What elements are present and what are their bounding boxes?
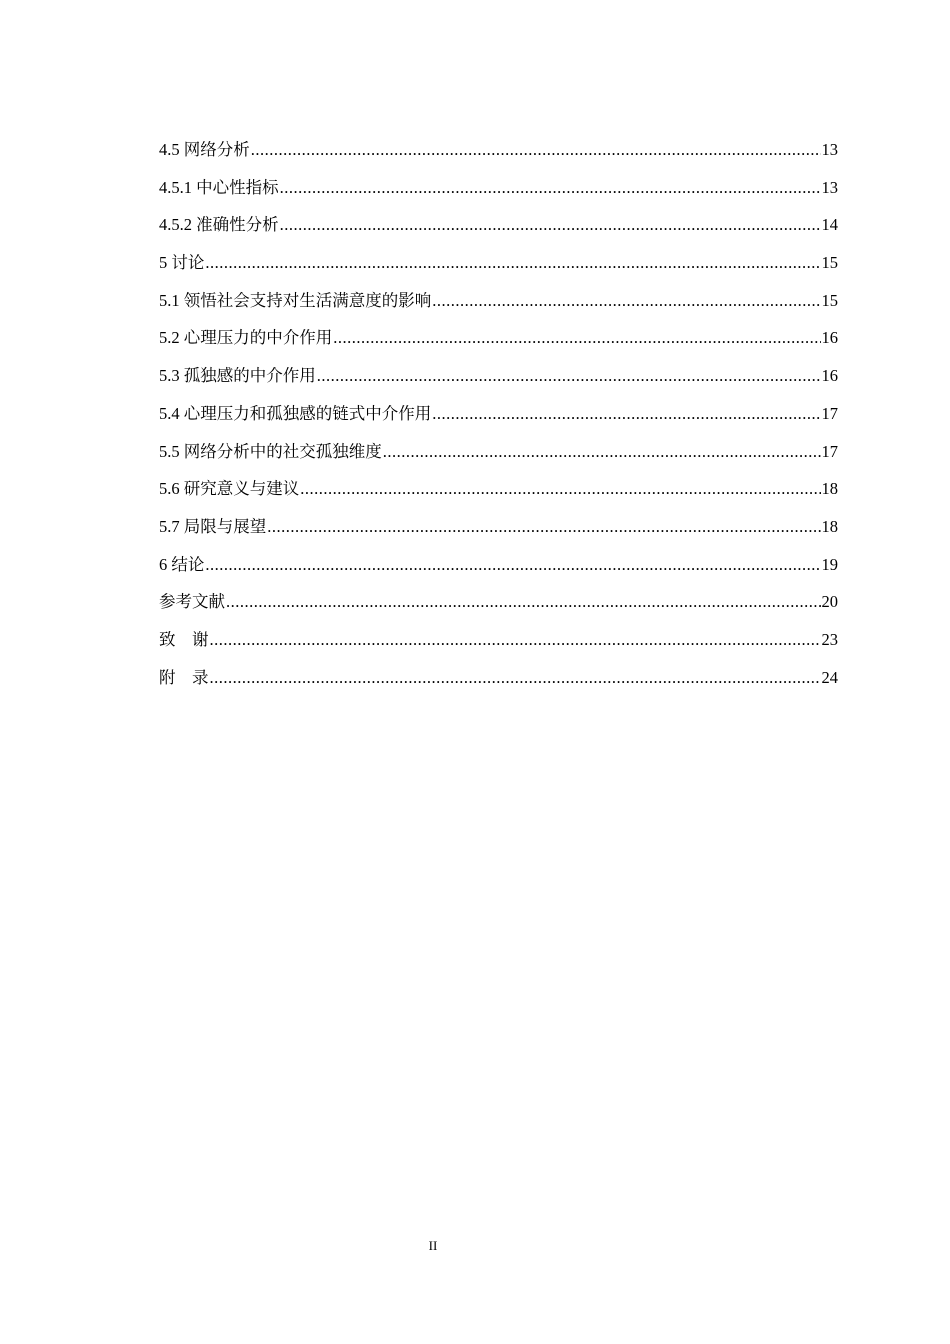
toc-entry-title: 4.5 网络分析 [159,140,250,159]
toc-entry-title: 参考文献 [159,592,225,612]
table-of-contents [159,138,838,703]
toc-entry-page: 18 [821,479,838,499]
toc-entry-title: 致 谢 [159,629,209,649]
toc-leader-dots [210,628,821,652]
toc-entry-page: 13 [821,177,838,197]
toc-entry-title: 5.7 局限与展望 [159,516,267,536]
toc-entry-title: 4.5.1 中心性指标 [159,177,279,197]
toc-entry-title: 附 录 [159,667,209,687]
toc-leader-dots [210,666,821,690]
toc-entry-page: 16 [821,366,838,386]
toc-entry[interactable] [159,666,838,704]
toc-leader-dots [432,402,820,426]
toc-entry-title: 5.5 网络分析中的社交孤独维度 [159,441,382,461]
toc-leader-dots [205,251,820,275]
toc-entry-page: 16 [821,328,838,348]
toc-entry-page: 24 [821,667,838,687]
toc-leader-dots [226,590,821,614]
toc-entry[interactable] [159,515,838,553]
toc-entry-title: 4.5.2 准确性分析 [159,215,279,235]
toc-entry[interactable] [159,553,838,591]
toc-entry-title: 5.1 领悟社会支持对生活满意度的影响 [159,290,432,310]
toc-entry-page: 15 [821,253,838,273]
toc-entry-title: 5.6 研究意义与建议 [159,479,300,499]
toc-entry-page: 13 [821,140,838,159]
toc-leader-dots [383,440,821,464]
toc-entry-page: 23 [821,629,838,649]
toc-leader-dots [300,477,820,501]
toc-entry[interactable] [159,251,838,289]
toc-entry[interactable] [159,213,838,251]
toc-entry-page: 17 [821,441,838,461]
toc-entry[interactable] [159,176,838,214]
toc-entry[interactable] [159,402,838,440]
toc-leader-dots [333,326,820,350]
toc-entry[interactable] [159,364,838,402]
footer-page-number: II [428,1238,438,1253]
toc-leader-dots [267,515,820,539]
toc-entry-page: 17 [821,403,838,423]
toc-entry-page: 15 [821,290,838,310]
toc-leader-dots [280,213,821,237]
toc-entry[interactable] [159,289,838,327]
toc-entry-title: 5 讨论 [159,253,205,273]
toc-entry[interactable] [159,628,838,666]
toc-leader-dots [432,289,820,313]
toc-entry-title: 5.4 心理压力和孤独感的链式中介作用 [159,403,432,423]
toc-leader-dots [251,138,821,162]
toc-entry-page: 18 [821,516,838,536]
toc-entry-title: 5.3 孤独感的中介作用 [159,366,316,386]
toc-leader-dots [280,176,821,200]
toc-entry-page: 14 [821,215,838,235]
toc-entry-page: 19 [821,554,838,574]
toc-entry[interactable] [159,326,838,364]
toc-leader-dots [205,553,820,577]
toc-entry-title: 5.2 心理压力的中介作用 [159,328,333,348]
toc-entry-page: 20 [821,592,838,612]
toc-entry[interactable] [159,477,838,515]
toc-entry[interactable] [159,138,838,176]
toc-entry[interactable] [159,590,838,628]
toc-entry[interactable] [159,440,838,478]
toc-entry-title: 6 结论 [159,554,205,574]
toc-leader-dots [317,364,821,388]
